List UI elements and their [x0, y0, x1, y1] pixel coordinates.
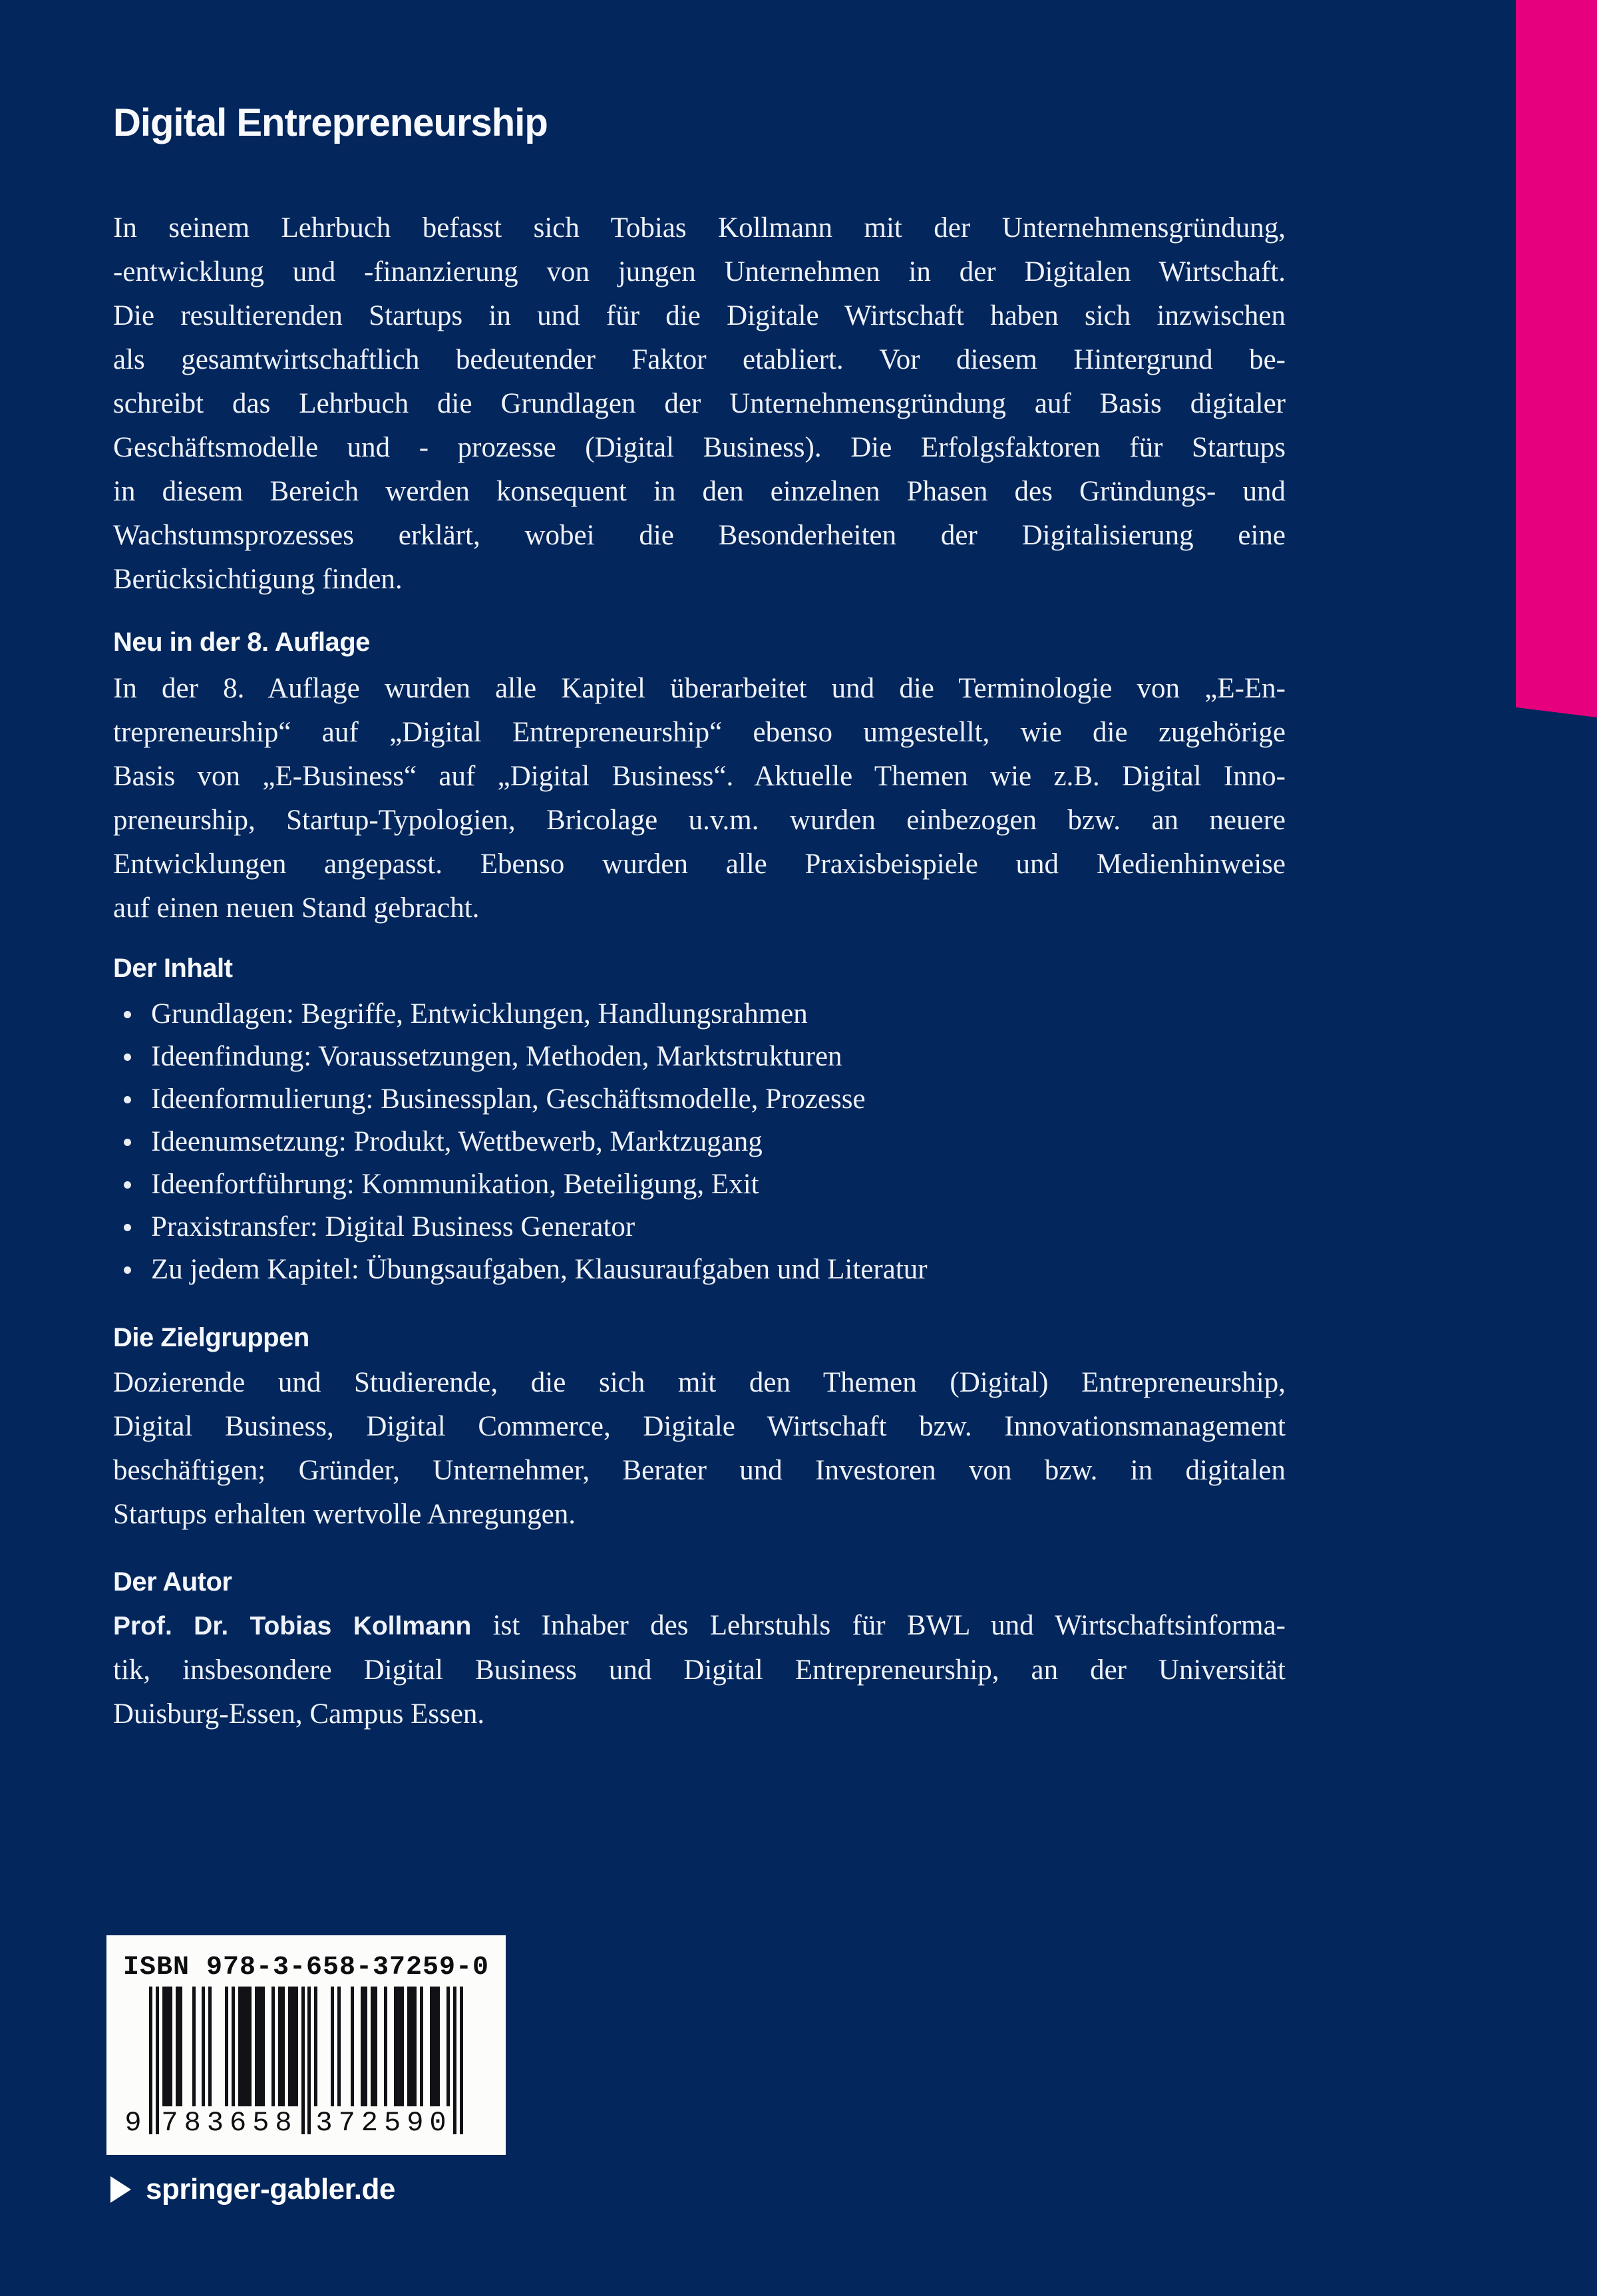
barcode-bar: [446, 1987, 450, 2106]
text-line: -entwicklung und -finanzierung von jungen Unternehmen in der Digitalen Wirtschaft.: [113, 256, 1286, 287]
barcode-bar: [361, 1987, 367, 2106]
list-item-label: Ideenfindung: Voraussetzungen, Methoden, Marktstrukturen: [151, 1041, 842, 1072]
section-heading-contents: Der Inhalt: [113, 954, 233, 983]
list-item: [113, 1078, 1286, 1121]
barcode-bar: [288, 1987, 298, 2106]
text-line: Die resultierenden Startups in und für die Digitale Wirtschaft haben sich inzwischen: [113, 300, 1286, 331]
arrow-right-icon: [110, 2176, 131, 2203]
isbn-barcode-panel: [106, 1935, 506, 2155]
list-item-label: Ideenumsetzung: Produkt, Wettbewerb, Marktzugang: [151, 1126, 763, 1157]
text-line: beschäftigen; Gründer, Unternehmer, Berater und Investoren von bzw. in digitalen: [113, 1455, 1286, 1486]
barcode-bar: [271, 1987, 275, 2106]
list-item-label: Ideenformulierung: Businessplan, Geschäftsmodelle, Prozesse: [151, 1083, 866, 1115]
publisher-link[interactable]: [110, 2172, 395, 2207]
list-item: [113, 1248, 1286, 1291]
list-item-label: Zu jedem Kapitel: Übungsaufgaben, Klausuraufgaben und Literatur: [151, 1254, 928, 1285]
list-item: [113, 993, 1286, 1036]
text-line: trepreneurship“ auf „Digital Entrepreneurship“ ebenso umgestellt, wie die zugehörige: [113, 717, 1286, 748]
bullet-icon: [124, 1266, 131, 1274]
text-line: In seinem Lehrbuch befasst sich Tobias Kollmann mit der Unternehmensgründung,: [113, 212, 1286, 244]
barcode-bar: [278, 1987, 285, 2106]
text-line: schreibt das Lehrbuch die Grundlagen der Unternehmensgründung auf Basis digitaler: [113, 388, 1286, 419]
contents-bullet-list: [113, 993, 1286, 1291]
author-paragraph: [113, 1604, 1286, 1736]
text-line: Entwicklungen angepasst. Ebenso wurden alle Praxisbeispiele und Medienhinweise: [113, 849, 1286, 880]
intro-paragraph: [113, 206, 1286, 602]
list-item: [113, 1163, 1286, 1206]
list-item-label: Praxistransfer: Digital Business Generator: [151, 1211, 635, 1243]
bullet-icon: [124, 1224, 131, 1231]
section-heading-new-edition: Neu in der 8. Auflage: [113, 628, 370, 657]
text-line: Wachstumsprozesses erklärt, wobei die Besonderheiten der Digitalisierung eine: [113, 520, 1286, 551]
barcode-bar: [192, 1987, 196, 2106]
barcode-bar: [407, 1987, 417, 2106]
barcode-bar: [394, 1987, 404, 2106]
section-heading-author: Der Autor: [113, 1567, 232, 1597]
barcode-bar: [225, 1987, 228, 2106]
text-line: in diesem Bereich werden konsequent in den einzelnen Phasen des Gründungs- und: [113, 476, 1286, 507]
barcode-bar: [314, 1987, 317, 2106]
barcode-bar: [255, 1987, 265, 2106]
bullet-icon: [124, 1053, 131, 1061]
text-line: als gesamtwirtschaftlich bedeutender Faktor etabliert. Vor diesem Hintergrund be-: [113, 344, 1286, 375]
list-item-label: Grundlagen: Begriffe, Entwicklungen, Handlungsrahmen: [151, 998, 808, 1030]
barcode-bar: [176, 1987, 182, 2106]
text-line: Berücksichtigung finden.: [113, 564, 403, 595]
isbn-label: ISBN 978-3-658-37259-0: [122, 1953, 490, 1983]
text-line: Startups erhalten wertvolle Anregungen.: [113, 1499, 576, 1530]
barcode-bar: [384, 1987, 387, 2106]
text-line: tik, insbesondere Digital Business und Digital Entrepreneurship, an der Universität: [113, 1654, 1286, 1686]
text-line: Dozierende und Studierende, die sich mit den Themen (Digital) Entrepreneurship,: [113, 1367, 1286, 1398]
bullet-icon: [124, 1011, 131, 1018]
barcode-digit-group2: 372590: [315, 2107, 452, 2139]
barcode-bar: [420, 1987, 423, 2106]
text-line: Digital Business, Digital Commerce, Digitale Wirtschaft bzw. Innovationsmanagement: [113, 1411, 1286, 1442]
barcode-bar: [430, 1987, 440, 2106]
text-line: Duisburg-Essen, Campus Essen.: [113, 1698, 485, 1730]
audience-paragraph: [113, 1361, 1286, 1537]
section-heading-audience: Die Zielgruppen: [113, 1323, 309, 1352]
text-line: Geschäftsmodelle und - prozesse (Digital Business). Die Erfolgsfaktoren für Startups: [113, 432, 1286, 463]
list-item: [113, 1206, 1286, 1248]
barcode-bar: [208, 1987, 212, 2106]
list-item-label: Ideenfortführung: Kommunikation, Beteiligung, Exit: [151, 1169, 759, 1200]
list-item: [113, 1036, 1286, 1078]
text-line: Basis von „E-Business“ auf „Digital Business“. Aktuelle Themen wie z.B. Digital Inno-: [113, 761, 1286, 792]
barcode-bar: [162, 1987, 172, 2106]
bullet-icon: [124, 1139, 131, 1146]
barcode-bar: [331, 1987, 334, 2106]
barcode-bar: [371, 1987, 377, 2106]
bullet-icon: [124, 1181, 131, 1189]
barcode-bar: [351, 1987, 354, 2106]
page-title: Digital Entrepreneurship: [113, 101, 548, 144]
text-line: Prof. Dr. Tobias Kollmann ist Inhaber des Lehrstuhls für BWL und Wirtschaftsinforma-: [113, 1610, 1286, 1641]
text-line: In der 8. Auflage wurden alle Kapitel überarbeitet und die Terminologie von „E-En-: [113, 673, 1286, 704]
barcode-bar: [202, 1987, 205, 2106]
new-edition-paragraph: [113, 667, 1286, 930]
publisher-link-label: springer-gabler.de: [146, 2173, 395, 2205]
barcode-bar: [232, 1987, 235, 2106]
barcode-digit-group1: 783658: [161, 2107, 298, 2139]
bullet-icon: [124, 1096, 131, 1103]
brand-accent-stripe: [1516, 0, 1597, 717]
barcode-bar: [238, 1987, 252, 2106]
barcode-digit-lead: 9: [124, 2107, 142, 2139]
barcode-bar: [337, 1987, 341, 2106]
barcode-digits: [106, 2107, 506, 2139]
list-item: [113, 1121, 1286, 1163]
back-cover-text-column: [113, 100, 1286, 1736]
text-line: auf einen neuen Stand gebracht.: [113, 892, 480, 924]
text-line: preneurship, Startup-Typologien, Bricolage u.v.m. wurden einbezogen bzw. an neuere: [113, 805, 1286, 836]
